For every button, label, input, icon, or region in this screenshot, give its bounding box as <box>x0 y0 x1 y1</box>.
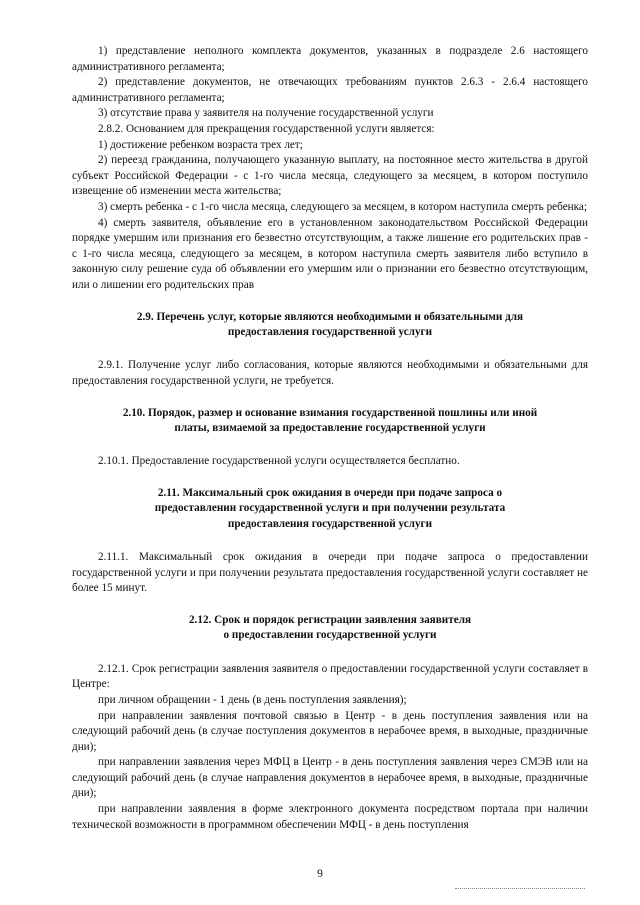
paragraph: 1) достижение ребенком возраста трех лет; <box>98 138 303 151</box>
heading-line: о предоставлении государственной услуги <box>223 629 437 642</box>
footer-rule <box>455 888 585 889</box>
page-number: 9 <box>317 868 323 880</box>
paragraph: 2.10.1. Предоставление государственной услуги осуществляется бесплатно. <box>98 455 460 468</box>
paragraph: 2) представление документов, не отвечающих требованиям пунктов 2.6.3 - 2.6.4 настоящего административного регламента; <box>72 76 588 104</box>
paragraph: 3) смерть ребенка - с 1-го числа месяца, следующего за месяцем, в котором наступила смерть ребенка; <box>98 200 587 213</box>
paragraph: 4) смерть заявителя, объявление его в установленном законодательством Российской Федерации порядке умершим или признания его безвестно отсутствующим, а также лишение его родительских прав - с 1-го числа месяца, следующего за месяцем, в котором наступила смерть заявителя либо вступило в законную силу решение суда об объявлении его умершим или о признании его безвестно отсутствующим, или о лишении его родительских прав <box>72 216 588 291</box>
paragraph: 2.8.2. Основанием для прекращения государственной услуги является: <box>98 122 435 135</box>
document-body <box>72 44 588 833</box>
heading-line: 2.11. Максимальный срок ожидания в очереди при подаче запроса о <box>157 486 503 499</box>
paragraph: при направлении заявления через МФЦ в Центр - в день поступления заявления через СМЭВ или на следующий рабочий день (в случае направления документов в нерабочее время, в выходные, праздничные дни); <box>72 756 588 800</box>
paragraph: при направлении заявления почтовой связью в Центр - в день поступления заявления или на следующий рабочий день (в случае поступления документов в нерабочее время, в выходные, праздничные дни); <box>72 709 588 753</box>
heading-line: 2.10. Порядок, размер и основание взимания государственной пошлины или иной <box>122 406 538 419</box>
heading-line: 2.12. Срок и порядок регистрации заявления заявителя <box>188 613 472 626</box>
section-heading-2-11 <box>80 486 580 532</box>
section-heading-2-10 <box>80 406 580 437</box>
heading-line: платы, взимаемой за предоставление государственной услуги <box>174 421 486 434</box>
section-heading-2-12 <box>80 613 580 644</box>
paragraph: 2.9.1. Получение услуг либо согласования, которые являются необходимыми и обязательными для предоставления государственной услуги, не требуется. <box>72 359 588 387</box>
heading-line: предоставления государственной услуги <box>227 517 433 530</box>
paragraph: 1) представление неполного комплекта документов, указанных в подразделе 2.6 настоящего административного регламента; <box>72 45 588 73</box>
paragraph: при личном обращении - 1 день (в день поступления заявления); <box>98 693 407 706</box>
heading-line: предоставлении государственной услуги и при получении результата <box>154 502 506 515</box>
heading-line: предоставления государственной услуги <box>227 325 433 338</box>
paragraph: 2.11.1. Максимальный срок ожидания в очереди при подаче запроса о предоставлении государственной услуги и при получении результата предоставления государственной услуги составляет не более 15 минут. <box>72 551 588 595</box>
heading-line: 2.9. Перечень услуг, которые являются необходимыми и обязательными для <box>136 310 524 323</box>
section-heading-2-9 <box>80 310 580 341</box>
paragraph: при направлении заявления в форме электронного документа посредством портала при наличии технической возможности в программном обеспечении МФЦ - в день поступления <box>72 803 588 831</box>
paragraph: 3) отсутствие права у заявителя на получение государственной услуги <box>98 107 434 120</box>
paragraph: 2.12.1. Срок регистрации заявления заявителя о предоставлении государственной услуги составляет в Центре: <box>72 662 588 691</box>
paragraph: 2) переезд гражданина, получающего указанную выплату, на постоянное место жительства в другой субъект Российской Федерации - с 1-го числа месяца, следующего за месяцем, в котором поступило извещение об изменении места жительства; <box>72 154 588 198</box>
